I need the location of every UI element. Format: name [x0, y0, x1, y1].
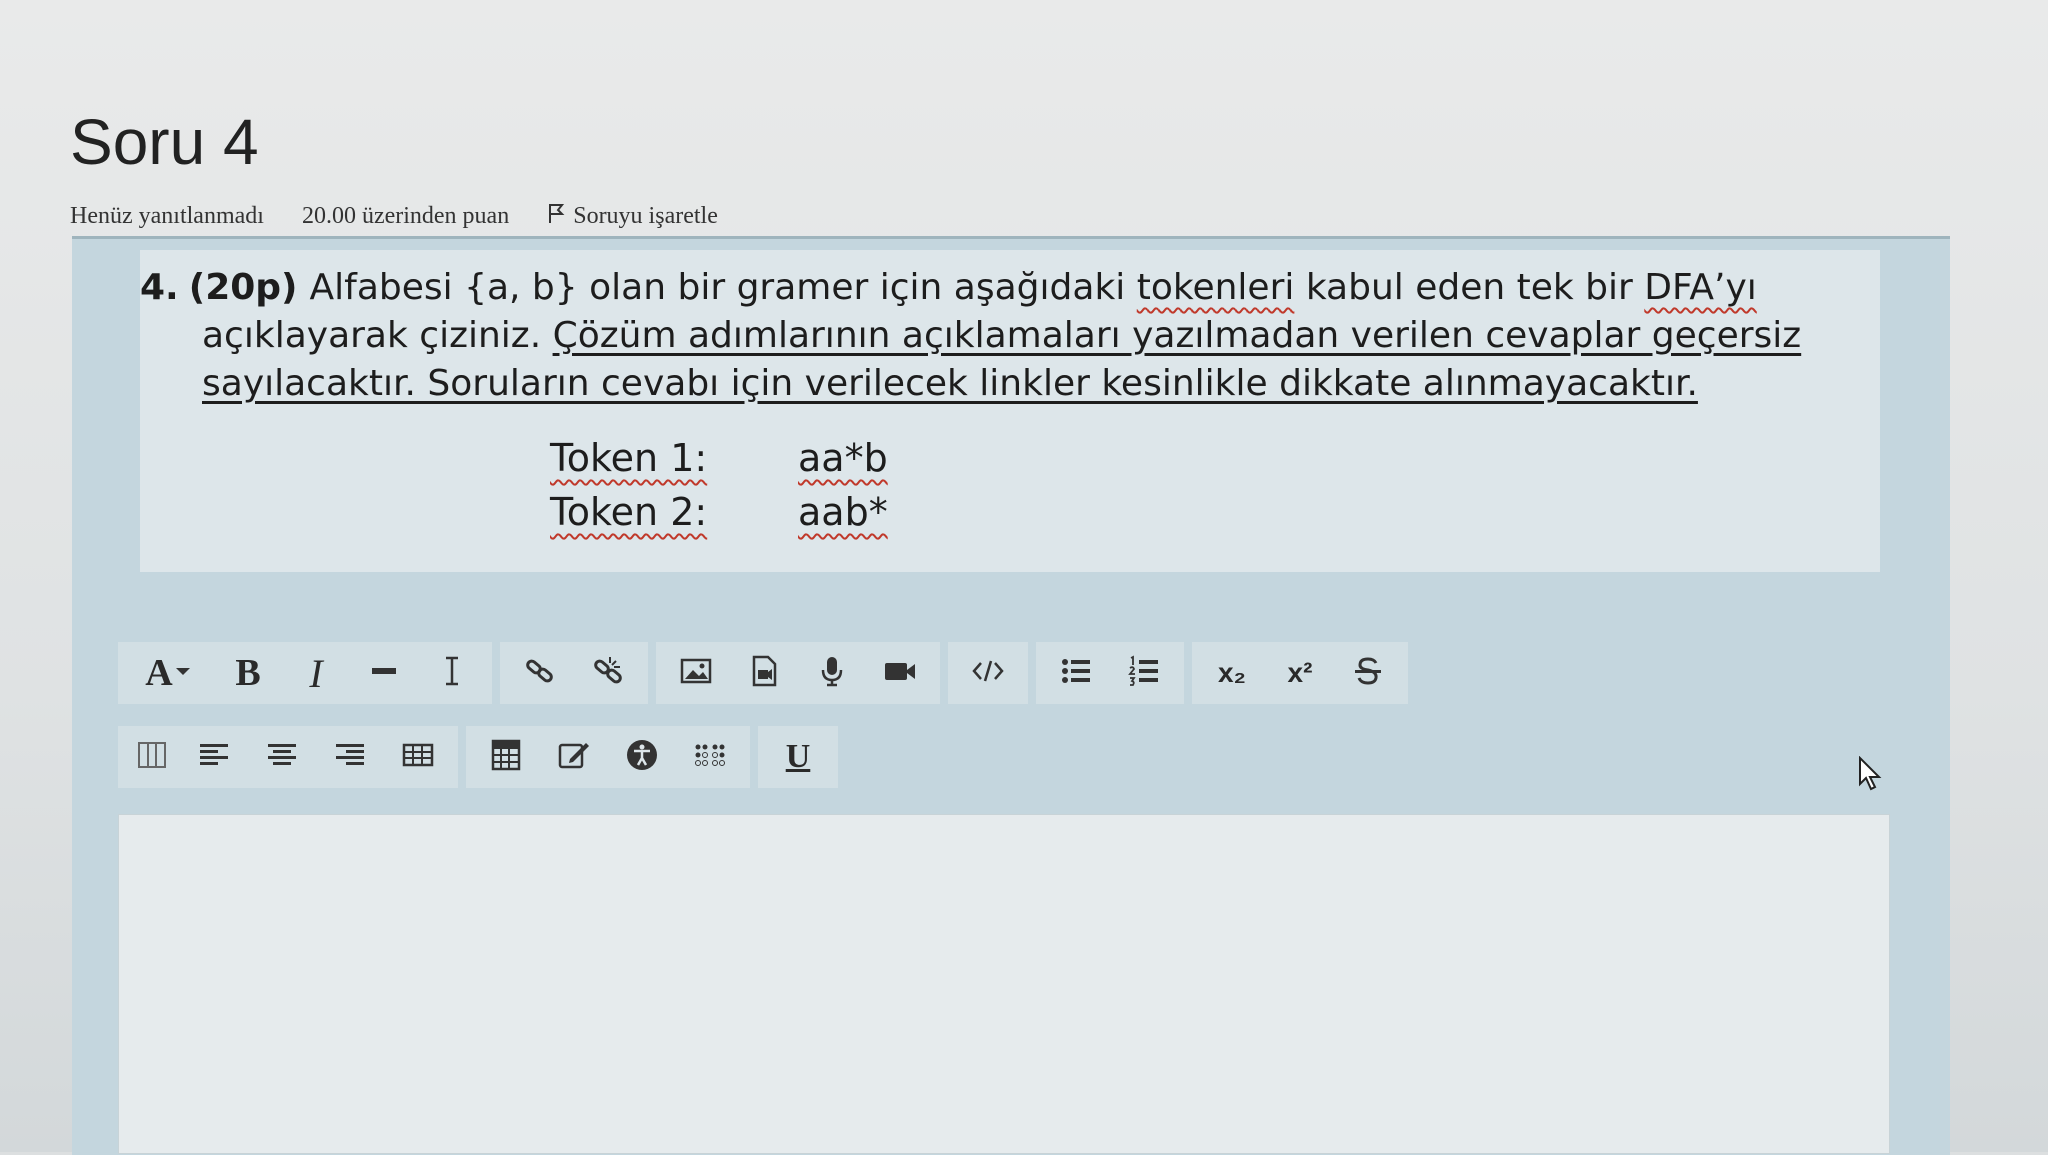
ltr-direction-button[interactable] [124, 727, 180, 787]
question-line-2 [202, 312, 1801, 360]
strikethrough-icon [1350, 653, 1386, 694]
toolbar-group-script [1192, 642, 1408, 704]
question-text-segment: açıklayarak çiziniz. [202, 315, 553, 356]
columns-icon [134, 737, 170, 778]
link-button[interactable] [506, 643, 574, 703]
align-center-button[interactable] [248, 727, 316, 787]
question-text [140, 250, 1880, 572]
numbered-list-icon [1126, 653, 1162, 694]
html-source-button[interactable] [954, 643, 1022, 703]
strikethrough-button[interactable] [1334, 643, 1402, 703]
bullet-list-icon [1058, 653, 1094, 694]
subscript-label: x₂ [1217, 657, 1246, 688]
align-left-icon [196, 737, 232, 778]
question-line-1 [140, 264, 1757, 312]
flag-label: Soruyu işaretle [573, 202, 718, 229]
token-label: Token 1: [550, 436, 708, 480]
accessibility-checker-button[interactable] [608, 727, 676, 787]
subscript-button[interactable] [1198, 643, 1266, 703]
chevron-down-icon [173, 661, 193, 686]
bullet-list-button[interactable] [1042, 643, 1110, 703]
toolbar-group-links [500, 642, 648, 704]
question-title: Soru 4 [70, 106, 259, 178]
toolbar-group-lists [1036, 642, 1184, 704]
bold-button[interactable] [214, 643, 282, 703]
edit-pencil-icon [556, 737, 592, 778]
question-text-dfa: DFA’yı [1644, 267, 1757, 308]
bold-label: B [235, 652, 261, 694]
underline-button[interactable] [764, 727, 832, 787]
insert-image-button[interactable] [662, 643, 730, 703]
toolbar-group-media [656, 642, 940, 704]
horizontal-rule-icon [366, 653, 402, 694]
horizontal-rule-button[interactable] [350, 643, 418, 703]
flag-question-link[interactable] [547, 202, 718, 231]
toolbar-group-tools [466, 726, 750, 788]
calculator-icon [488, 737, 524, 778]
token-value: aab* [798, 490, 888, 534]
table-button[interactable] [384, 727, 452, 787]
editor-toolbar-row-1 [118, 642, 1522, 704]
insert-media-button[interactable] [730, 643, 798, 703]
media-file-icon [746, 653, 782, 694]
table-icon [400, 737, 436, 778]
answer-editor[interactable] [118, 814, 1890, 1154]
microphone-icon [814, 653, 850, 694]
align-right-button[interactable] [316, 727, 384, 787]
align-center-icon [264, 737, 300, 778]
font-color-dropdown-button[interactable] [124, 643, 214, 703]
question-info [70, 196, 718, 236]
question-number: 4. [140, 267, 179, 308]
image-icon [678, 653, 714, 694]
unlink-button[interactable] [574, 643, 642, 703]
font-label: A [145, 652, 173, 694]
equation-editor-button[interactable] [472, 727, 540, 787]
editor-toolbar-row-2 [118, 726, 898, 788]
link-icon [522, 653, 558, 694]
question-text-warning: Çözüm adımlarının açıklamaları yazılmadan verilen cevaplar geçersiz [552, 315, 1802, 356]
text-cursor-icon [434, 653, 470, 694]
token-label: Token 2: [550, 490, 708, 534]
underline-label: U [785, 738, 811, 775]
question-text-tokenleri: tokenleri [1136, 267, 1295, 308]
screenreader-helper-button[interactable] [676, 727, 744, 787]
superscript-label: x² [1287, 657, 1313, 688]
record-video-button[interactable] [866, 643, 934, 703]
toolbar-group-code [948, 642, 1028, 704]
record-audio-button[interactable] [798, 643, 866, 703]
edit-button[interactable] [540, 727, 608, 787]
mouse-pointer-icon [1858, 756, 1884, 792]
toolbar-group-align [118, 726, 458, 788]
answer-status: Henüz yanıtlanmadı [70, 202, 264, 229]
braille-dots-icon [692, 737, 728, 778]
italic-label: I [309, 650, 323, 696]
align-right-icon [332, 737, 368, 778]
token-row-2 [550, 488, 888, 536]
clear-format-button[interactable] [418, 643, 486, 703]
unlink-icon [590, 653, 626, 694]
token-row-1 [550, 434, 888, 482]
flag-icon [547, 202, 565, 231]
toolbar-group-text [118, 642, 492, 704]
numbered-list-button[interactable] [1110, 643, 1178, 703]
question-points-inline: (20p) [188, 267, 298, 308]
superscript-button[interactable] [1266, 643, 1334, 703]
token-value: aa*b [798, 436, 888, 480]
toolbar-group-underline [758, 726, 838, 788]
align-left-button[interactable] [180, 727, 248, 787]
question-line-3: sayılacaktır. Soruların cevabı için verilecek linkler kesinlikle dikkate alınmayacaktır. [202, 363, 1698, 404]
video-camera-icon [882, 653, 918, 694]
question-text-segment: kabul eden tek bir [1294, 267, 1645, 308]
code-icon [970, 653, 1006, 694]
question-text-segment: Alfabesi {a, b} olan bir gramer için aşağıdaki [309, 267, 1137, 308]
italic-button[interactable] [282, 643, 350, 703]
accessibility-icon [624, 737, 660, 778]
question-points: 20.00 üzerinden puan [301, 202, 510, 229]
